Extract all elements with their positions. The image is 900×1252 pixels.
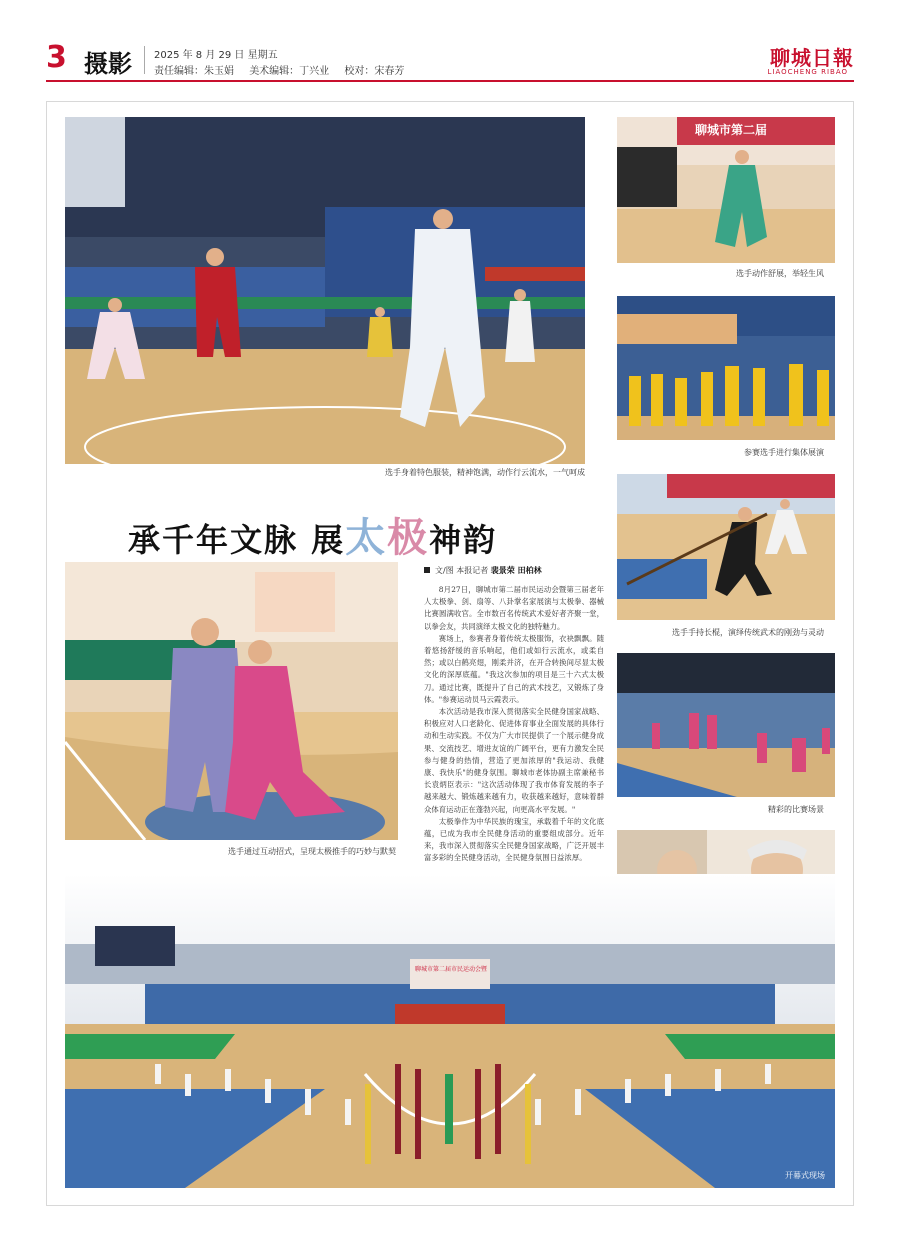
masthead-english: LIAOCHENG RIBAO xyxy=(767,68,848,76)
byline-marker xyxy=(424,567,430,573)
photo-middle-push-hands xyxy=(65,562,398,840)
art-editor: 美术编辑：丁兴业 xyxy=(249,66,330,77)
banner-main: 聊城市第二届市民运动会暨 xyxy=(415,966,488,973)
byline xyxy=(424,565,542,576)
caption-right-2: 参赛选手进行集体展演 xyxy=(744,448,824,457)
headline-part-2: 神韵 xyxy=(429,521,498,559)
caption-right-1: 选手动作舒展，举轻生风 xyxy=(736,269,824,278)
editor: 责任编辑：朱玉娟 xyxy=(154,66,234,77)
issue-date: 2025 年 8 月 29 日 星期五 xyxy=(154,50,278,61)
article-paragraph: 赛场上，参赛者身着传统太极服饰，衣袂飘飘。随着悠扬舒缓的音乐响起，他们或如行云流水，或柔自然；或以白鹤亮翅，刚柔并济，在开合转换间尽显太极文化的深厚底蕴。"我这次参加的项目是三十六式太极刀。通过比赛，既提升了自己的武术技艺，又锻炼了身体。"参赛运动员马云霞表示。 xyxy=(424,633,604,704)
editor-credits xyxy=(154,62,416,77)
headline-part-1: 承千年文脉 展 xyxy=(128,521,346,559)
byline-authors: 裴景荣 田柏林 xyxy=(490,566,542,575)
proofreader: 校对：宋春芳 xyxy=(344,66,405,77)
article-paragraph: 本次活动是我市深入贯彻落实全民健身国家战略、积极应对人口老龄化、促进体育事业全面发展的具体行动和生动实践。不仅为广大市民提供了一个展示健身成果、交流技艺、增进友谊的广阔平台，更有力激发全民参与健身的热情，营造了更加浓厚的"我运动、我健康、我快乐"的健身氛围。聊城市老体协副主席兼秘书长袁炳臣表示："这次活动体现了我市体育发展的李子越来越大、锻炼越来越有力，收获越来越好，意味着群众体育运动正在蓬勃兴起，向更高水平发展。" xyxy=(424,707,604,814)
caption-right-3: 选手手持长棍，演绎传统武术的刚劲与灵动 xyxy=(672,628,824,637)
article-paragraph: 8月27日，聊城市第二届市民运动会暨第三届老年人太极拳、剑、扇等、八卦掌名家展演与太极拳、器械比赛圆满收官。全市数百名传统武术爱好者齐聚一堂，以拳会友，共同演绎太极文化的独特魅力。 xyxy=(424,585,604,631)
banner-right-1: 聊城市第二届 xyxy=(695,123,768,137)
article-body xyxy=(424,584,604,865)
caption-bottom: 开幕式现场 xyxy=(785,1171,825,1180)
caption-top-main: 选手身着特色服装，精神饱满，动作行云流水，一气呵成 xyxy=(385,468,585,477)
masthead-logo: 聊城日報 xyxy=(770,46,854,70)
article-paragraph: 太极拳作为中华民族的瑰宝，承载着千年的文化底蕴，已成为我市全民健身活动的重要组成部分。近年来，我市深入贯彻落实全民健身国家战略，广泛开展丰富多彩的全民健身活动，全民健身氛围日益浓厚。 xyxy=(424,816,604,863)
section-title: 摄影 xyxy=(84,49,132,78)
caption-right-4: 精彩的比赛场景 xyxy=(768,805,824,814)
page-number: 3 xyxy=(46,40,67,75)
headline xyxy=(128,506,497,563)
photo-top-main xyxy=(65,117,585,464)
headline-ji: 极 xyxy=(387,514,430,561)
photo-right-2 xyxy=(617,296,835,440)
header-divider xyxy=(144,46,145,74)
photo-right-3 xyxy=(617,474,835,620)
byline-prefix: 文/图 本报记者 xyxy=(435,566,489,575)
photo-right-4 xyxy=(617,653,835,797)
headline-tai: 太 xyxy=(345,514,388,561)
header-rule xyxy=(46,80,854,82)
photo-bottom-opening xyxy=(65,874,835,1188)
caption-middle: 选手通过互动招式，呈现太极推手的巧妙与默契 xyxy=(228,847,396,856)
photo-right-1 xyxy=(617,117,835,263)
